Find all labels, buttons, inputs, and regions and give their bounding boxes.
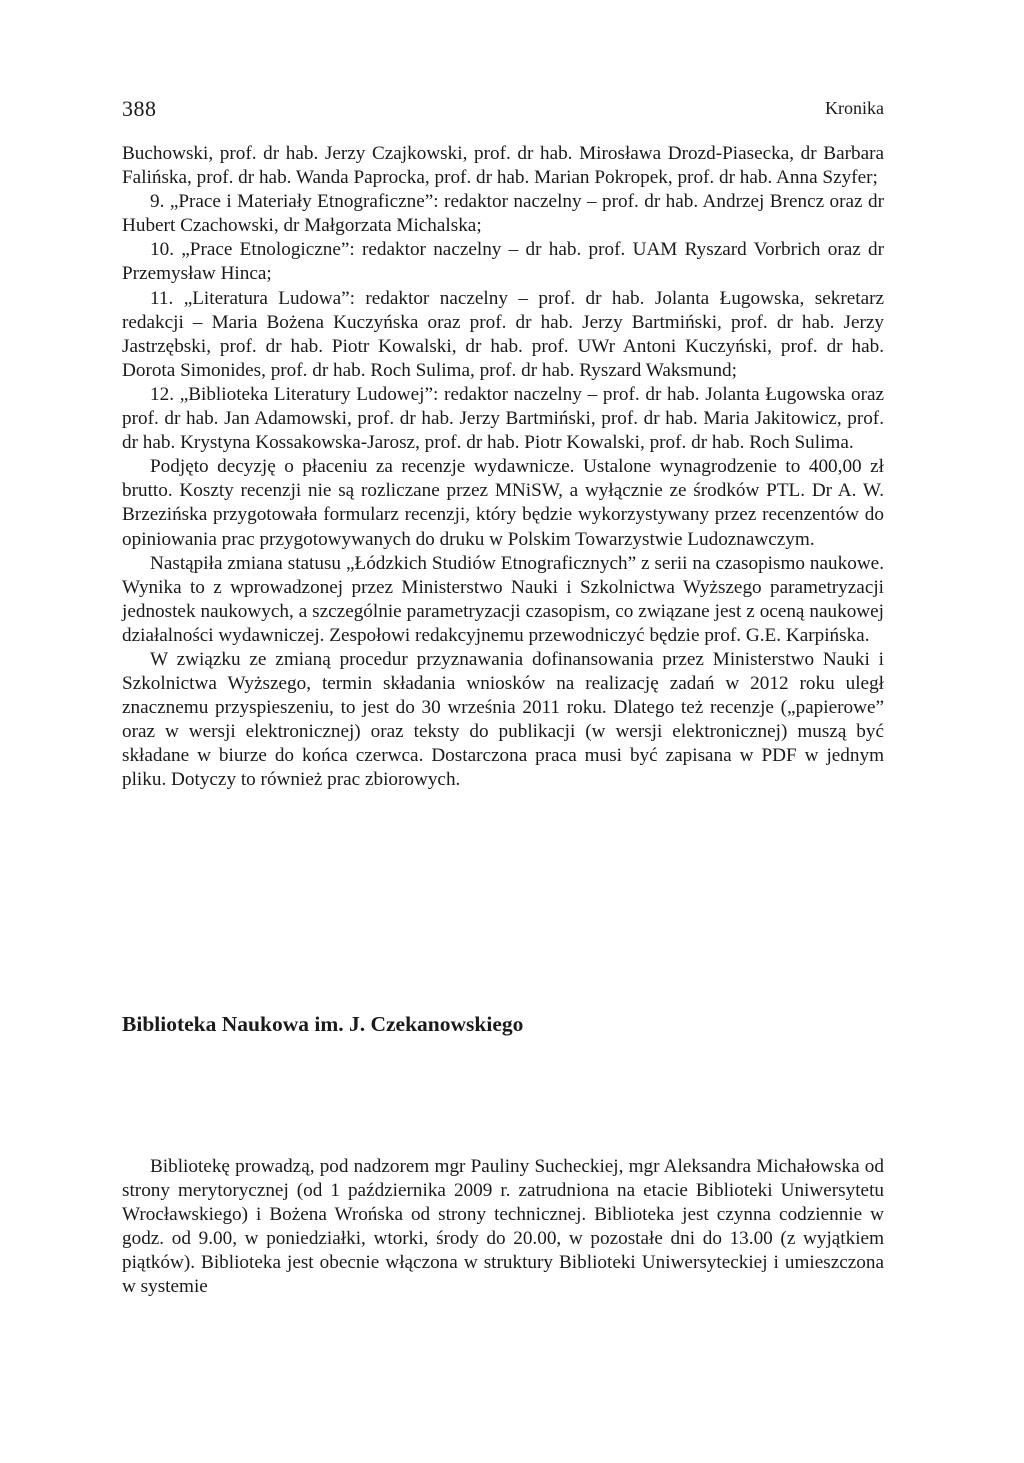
paragraph-status-change: Nastąpiła zmiana statusu „Łódzkich Studiów Etnograficznych” z serii na czasopismo naukowe. Wynika to z wprowadzonej przez Ministerstwo Nauki i Szkolnictwa Wyższego parametryzacji jednostek naukowych, a szczególnie parametryzacji czasopism, co związane jest z oceną naukowej działalności wydawniczej. Zespołowi redakcyjnemu przewodniczyć będzie prof. G.E. Karpińska. bbox=[122, 552, 884, 646]
running-head-section: Kronika bbox=[825, 98, 884, 118]
list-item-10: 10. „Prace Etnologiczne”: redaktor naczelny – dr hab. prof. UAM Ryszard Vorbrich oraz dr Przemysław Hinca; bbox=[122, 239, 884, 285]
list-item-9: 9. „Prace i Materiały Etnograficzne”: redaktor naczelny – prof. dr hab. Andrzej Brencz oraz dr Hubert Czachowski, dr Małgorzata Michalska; bbox=[122, 191, 884, 237]
section-body bbox=[122, 1155, 884, 1300]
paragraph-funding-deadline: W związku ze zmianą procedur przyznawania dofinansowania przez Ministerstwo Nauki i Szkolnictwa Wyższego, termin składania wniosków na realizację zadań w 2012 roku uległ znacznemu przyspieszeniu, to jest do 30 września 2011 roku. Dlatego też recenzje („papierowe” oraz w wersji elektronicznej) oraz teksty do publikacji (w wersji elektronicznej) muszą być składane w biurze do końca czerwca. Dostarczona praca musi być zapisana w PDF w jednym pliku. Dotyczy to również prac zbiorowych. bbox=[122, 648, 884, 791]
paragraph-continuation: Buchowski, prof. dr hab. Jerzy Czajkowski, prof. dr hab. Mirosława Drozd-Piasecka, dr Barbara Falińska, prof. dr hab. Wanda Paprocka, prof. dr hab. Marian Pokropek, prof. dr hab. Anna Szyfer; bbox=[122, 143, 884, 189]
paragraph-reviews: Podjęto decyzję o płaceniu za recenzje wydawnicze. Ustalone wynagrodzenie to 400,00 zł brutto. Koszty recenzji nie są rozliczane przez MNiSW, a wyłącznie ze środków PTL. Dr A. W. Brzezińska przygotowała formularz recenzji, który będzie wykorzystywany przez recenzentów do opiniowania prac przygotowywanych do druku w Polskim Towarzystwie Ludoznawczym. bbox=[122, 456, 884, 550]
paragraph-library: Bibliotekę prowadzą, pod nadzorem mgr Pauliny Sucheckiej, mgr Aleksandra Michałowska od strony merytorycznej (od 1 października 2009 r. zatrudniona na etacie Biblioteki Uniwersytetu Wrocławskiego) i Bożena Wrońska od strony technicznej. Biblioteka jest czynna codziennie w godz. od 9.00, w poniedziałki, wtorki, środy do 20.00, w pozostałe dni do 13.00 (z wyjątkiem piątków). Biblioteka jest obecnie włączona w struktury Biblioteki Uniwersyteckiej i umieszczona w systemie bbox=[122, 1156, 884, 1298]
running-head bbox=[122, 96, 884, 126]
list-item-11: 11. „Literatura Ludowa”: redaktor naczelny – prof. dr hab. Jolanta Ługowska, sekretarz redakcji – Maria Bożena Kuczyńska oraz prof. dr hab. Jerzy Bartmiński, prof. dr hab. Jerzy Jastrzębski, prof. dr hab. Piotr Kowalski, dr hab. prof. UWr Antoni Kuczyński, prof. dr hab. Dorota Simonides, prof. dr hab. Roch Sulima, prof. dr hab. Ryszard Waksmund; bbox=[122, 287, 884, 381]
body-text bbox=[122, 142, 884, 793]
list-item-12: 12. „Biblioteka Literatury Ludowej”: redaktor naczelny – prof. dr hab. Jolanta Ługowska oraz prof. dr hab. Jan Adamowski, prof. dr hab. Jerzy Bartmiński, prof. dr hab. Maria Jakitowicz, prof. dr hab. Krystyna Kossakowska-Jarosz, prof. dr hab. Piotr Kowalski, prof. dr hab. Roch Sulima. bbox=[122, 383, 884, 454]
section-heading: Biblioteka Naukowa im. J. Czekanowskiego bbox=[122, 1012, 524, 1036]
page-number: 388 bbox=[122, 96, 157, 121]
